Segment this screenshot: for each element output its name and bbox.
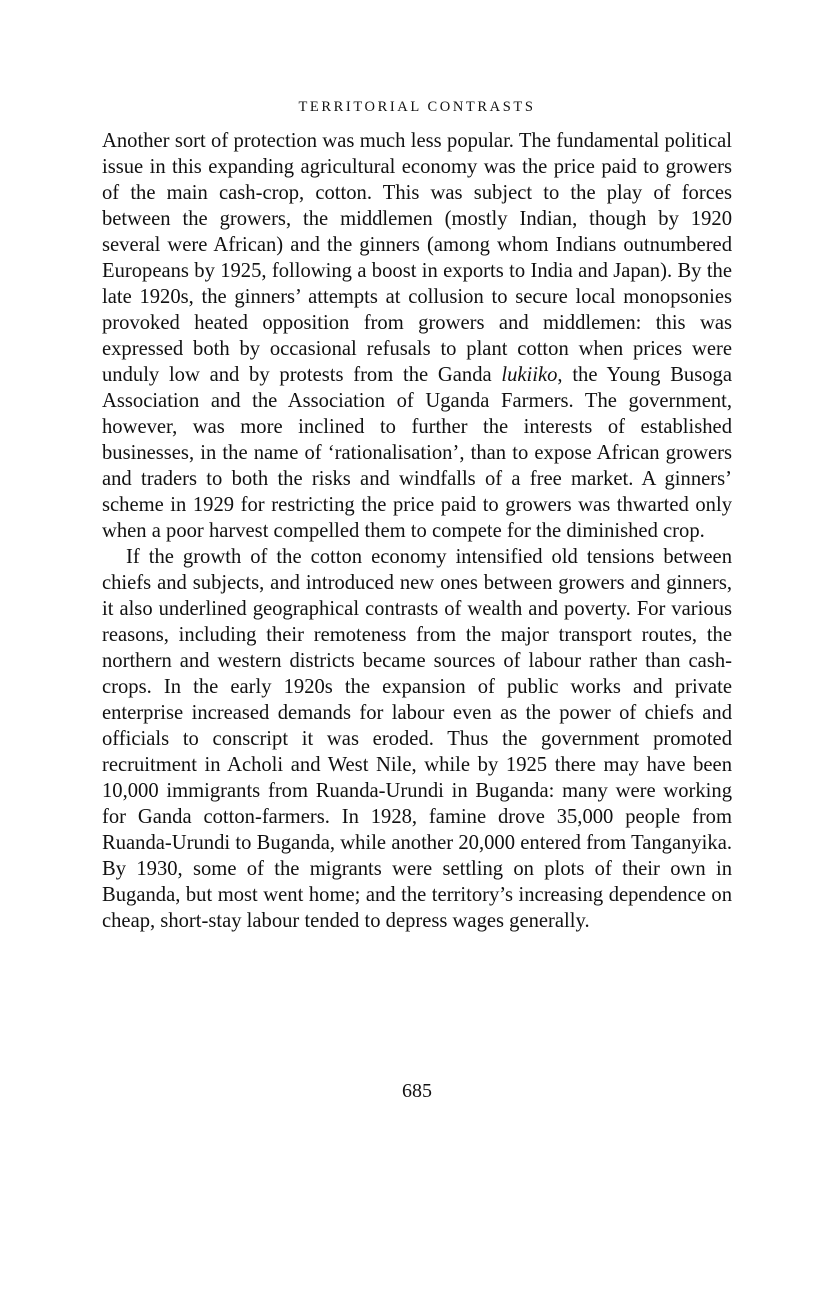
page-number: 685: [402, 1080, 432, 1102]
paragraph-1-italic-term: lukiiko: [501, 364, 558, 386]
paragraph-1-text-b: , the Young Busoga Association and the Association of Uganda Farmers. The government, however, was more inclined to further the interests of established businesses, in the name of ‘rationalisation’, than to expose African growers and traders to both the risks and windfalls of a free market. A ginners’ scheme in 1929 for restricting the price paid to growers was thwarted only when a poor harvest compelled them to compete for the diminished crop.: [102, 364, 732, 542]
paragraph-1-text-a: Another sort of protection was much less popular. The fundamental political issue in this expanding agricultural economy was the price paid to growers of the main cash-crop, cotton. This was subject to the play of forces between the growers, the middlemen (mostly Indian, though by 1920 several were African) and the ginners (among whom Indians outnumbered Europeans by 1925, following a boost in exports to India and Japan). By the late 1920s, the ginners’ attempts at collusion to secure local monopsonies provoked heated opposition from growers and middlemen: this was expressed both by occasional refusals to plant cotton when prices were unduly low and by protests from the Ganda: [102, 130, 732, 386]
body-text: [102, 128, 732, 934]
running-head: TERRITORIAL CONTRASTS: [298, 99, 536, 115]
paragraph-2: [102, 544, 732, 934]
paragraph-1: [102, 128, 732, 544]
paragraph-2-text: If the growth of the cotton economy intensified old tensions between chiefs and subjects, and introduced new ones between growers and ginners, it also underlined geographical contrasts of wealth and poverty. For various reasons, including their remoteness from the major transport routes, the northern and western districts became sources of labour rather than cash-crops. In the early 1920s the expansion of public works and private enterprise increased demands for labour even as the power of chiefs and officials to conscript it was eroded. Thus the government promoted recruitment in Acholi and West Nile, while by 1925 there may have been 10,000 immigrants from Ruanda-Urundi in Buganda: many were working for Ganda cotton-farmers. In 1928, famine drove 35,000 people from Ruanda-Urundi to Buganda, while another 20,000 entered from Tanganyika. By 1930, some of the migrants were settling on plots of their own in Buganda, but most went home; and the territory’s increasing dependence on cheap, short-stay labour tended to depress wages generally.: [102, 546, 732, 932]
